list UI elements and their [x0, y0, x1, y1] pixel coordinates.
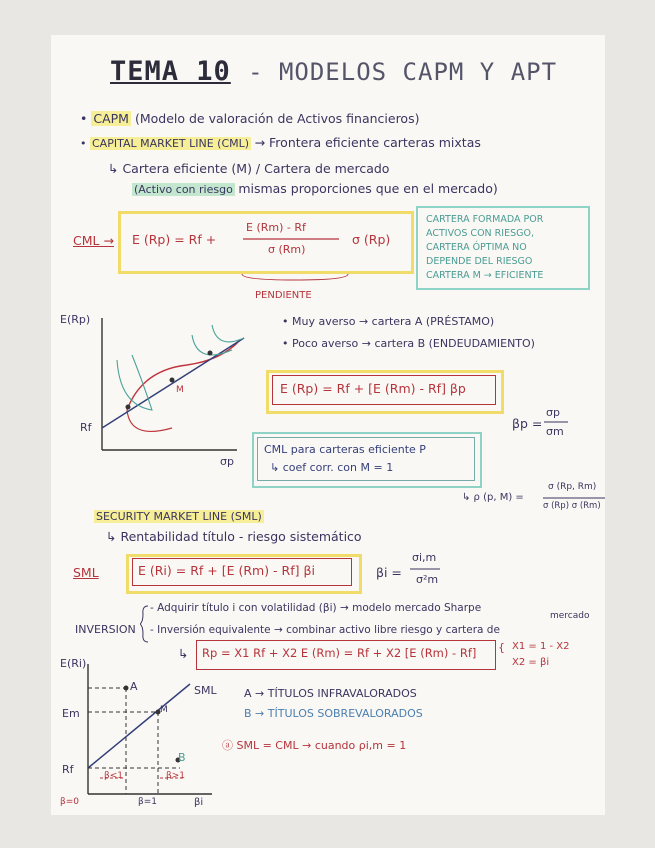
cml-eff-1: CML para carteras eficiente P [264, 443, 426, 456]
pendiente-brace [240, 272, 350, 286]
rho-bar [543, 497, 605, 500]
bullet: • [80, 111, 88, 126]
poco-averso: • Poco averso → cartera B (ENDEUDAMIENTO) [282, 337, 535, 350]
beta-den: σm [546, 425, 564, 438]
cartera-line1: ↳ Cartera eficiente (M) / Cartera de mercado [108, 161, 390, 176]
title-main: TEMA 10 [110, 56, 231, 87]
note-line: CARTERA M → EFICIENTE [426, 270, 544, 281]
sml-tag: SML [73, 565, 99, 580]
graph2-a: A [130, 680, 138, 693]
graph2-sml: SML [194, 684, 217, 697]
cml-formula-label [73, 235, 114, 248]
cml-label: CAPITAL MARKET LINE (CML) [92, 137, 250, 150]
note-line: ACTIVOS CON RIESGO, [426, 228, 534, 239]
sml-label: SECURITY MARKET LINE (SML) [96, 510, 262, 523]
rp-x1: X1 = 1 - X2 [512, 641, 570, 652]
cml-desc: → Frontera eficiente carteras mixtas [254, 135, 481, 150]
titulos-b: B → TÍTULOS SOBREVALORADOS [244, 707, 423, 720]
rp-arrow: ↳ [178, 646, 189, 661]
rho-den: σ (Rp) σ (Rm) [543, 501, 601, 511]
activo-riesgo: (Activo con riesgo [134, 183, 233, 196]
inversion-line1: - Adquirir título i con volatilidad (βi) → modelo mercado Sharpe [150, 602, 482, 614]
beta-i: βi = [376, 565, 402, 580]
rp-x2: X2 = βi [512, 657, 550, 668]
inversion-label: INVERSION [75, 623, 136, 636]
capm-desc: (Modelo de valoración de Activos financieros) [134, 111, 420, 126]
rho-num: σ (Rp, Rm) [548, 482, 597, 492]
graph1-m: M [176, 385, 184, 395]
cml-heading [80, 137, 481, 150]
graph2-em: Em [62, 707, 80, 720]
beta-p: βp = [512, 416, 543, 431]
pendiente-label: PENDIENTE [255, 290, 312, 301]
rho-lhs: ↳ ρ (p, M) = [462, 492, 524, 503]
sml-heading [94, 511, 264, 522]
cml-sigma: σ (Rp) [352, 232, 391, 247]
cml-tag: CML [73, 233, 100, 248]
graph1-ylabel: E(Rp) [60, 313, 91, 326]
note-line: CARTERA FORMADA POR [426, 214, 544, 225]
note-line: DEPENDE DEL RIESGO [426, 256, 533, 267]
graph1-xlabel: σp [220, 455, 234, 468]
cml-note [426, 213, 543, 283]
beta-i-num: σi,m [412, 551, 437, 564]
sml-graph [60, 657, 220, 810]
graph2-bgt: β>1 [166, 771, 186, 781]
cartera-line2 [132, 183, 498, 196]
muy-averso: • Muy averso → cartera A (PRÉSTAMO) [282, 315, 495, 328]
sml-sub: ↳ Rentabilidad título - riesgo sistemático [106, 529, 362, 544]
beta-i-bar [410, 568, 440, 571]
cml-beta-formula: E (Rp) = Rf + [E (Rm) - Rf] βp [280, 381, 466, 396]
inversion-line2-tail: mercado [550, 611, 590, 621]
sml-formula: E (Ri) = Rf + [E (Rm) - Rf] βi [138, 563, 315, 578]
graph2-b1: β=1 [138, 797, 158, 807]
page-title [110, 58, 557, 85]
inversion-brace [140, 604, 150, 644]
rp-formula: Rp = X1 Rf + X2 E (Rm) = Rf + X2 [E (Rm) - Rf] [202, 646, 477, 660]
note-line: CARTERA ÓPTIMA NO [426, 242, 527, 253]
capm-label: CAPM [93, 111, 129, 126]
graph2-b0: β=0 [60, 797, 80, 807]
graph2-b: B [178, 751, 186, 764]
graph2-m: M [160, 705, 168, 715]
graph2-rf: Rf [62, 763, 74, 776]
title-rest: - MODELOS CAPM Y APT [248, 58, 558, 86]
cml-den: σ (Rm) [268, 243, 306, 256]
capm-line [80, 113, 419, 126]
graph2-ylabel: E(Ri) [60, 657, 87, 670]
proporciones: mismas proporciones que en el mercado) [238, 181, 498, 196]
beta-i-den: σ²m [416, 573, 439, 586]
beta-bar [544, 421, 568, 424]
cml-eff-2: ↳ coef corr. con M = 1 [270, 461, 394, 474]
graph2-blt: β<1 [104, 771, 124, 781]
beta-num: σp [546, 406, 560, 419]
cml-num: E (Rm) - Rf [246, 221, 306, 234]
sml-cml-note: ⓐ SML = CML → cuando ρi,m = 1 [222, 739, 407, 752]
bullet: • [80, 137, 87, 150]
inversion-line2: - Inversión equivalente → combinar activo libre riesgo y cartera de [150, 624, 500, 636]
arrow: → [103, 233, 114, 248]
fraction-bar [243, 238, 339, 241]
graph1-rf: Rf [80, 421, 92, 434]
graph2-bi: βi [194, 797, 204, 808]
sml-formula-label [73, 567, 99, 580]
rp-brace: { [498, 641, 505, 654]
titulos-a: A → TÍTULOS INFRAVALORADOS [244, 687, 417, 700]
cml-lhs: E (Rp) = Rf + [132, 232, 217, 247]
